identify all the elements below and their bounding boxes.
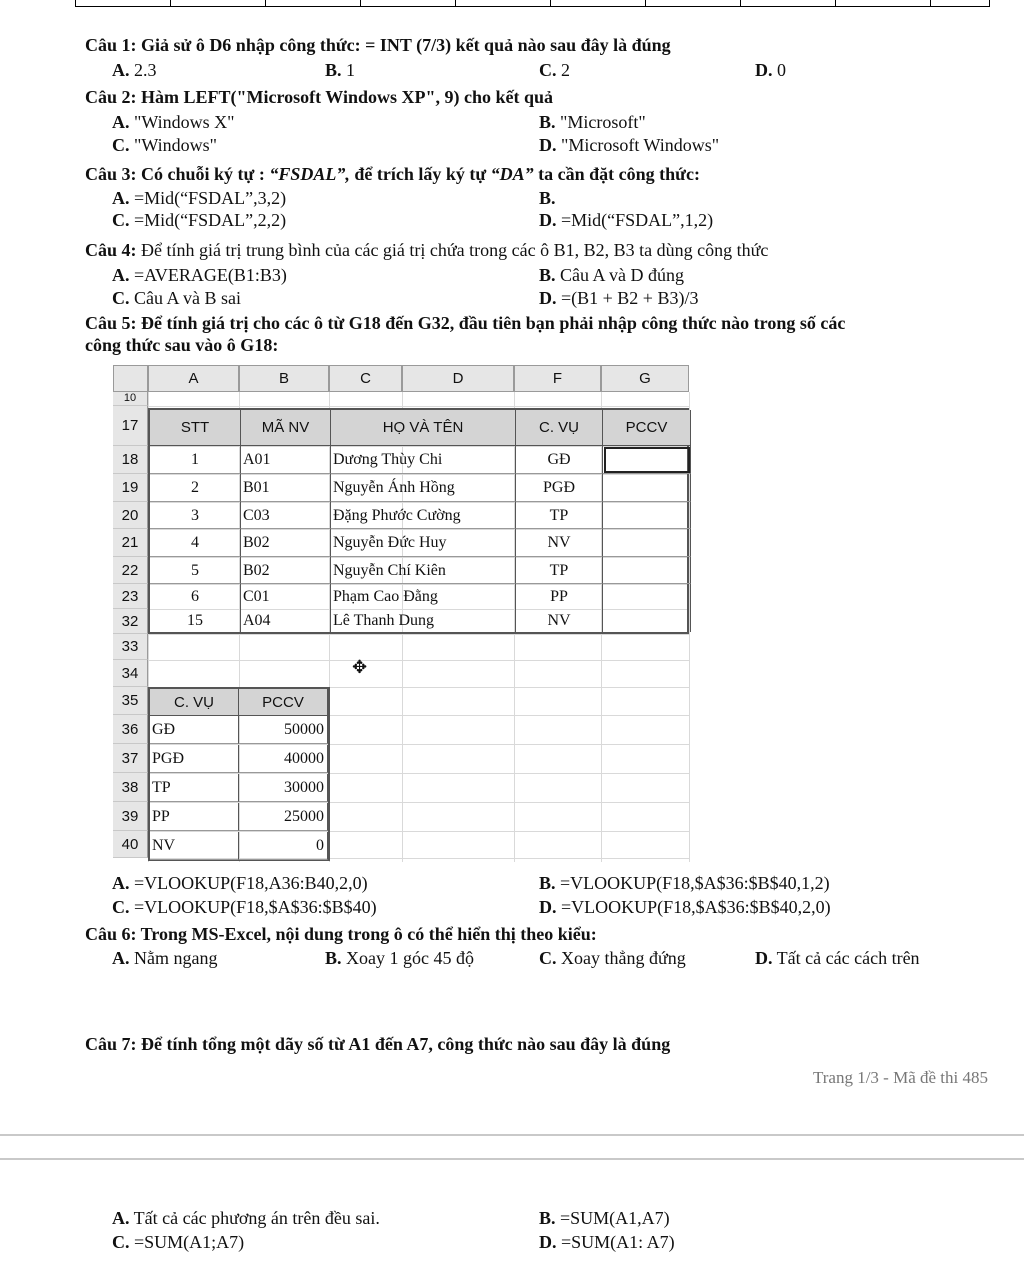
gridline-horizontal: [148, 660, 689, 661]
page-separator-bottom: [0, 1158, 1024, 1160]
column-header-a[interactable]: A: [148, 365, 239, 392]
table-header-1: MÃ NV: [241, 410, 331, 446]
row-header-37[interactable]: 37: [113, 744, 148, 773]
page-footer: Trang 1/3 - Mã đề thi 485: [812, 1068, 988, 1087]
q5-option-c[interactable]: C. =VLOOKUP(F18,$A$36:$B$40): [112, 897, 377, 917]
table-cell[interactable]: Nguyễn Đức Huy: [331, 529, 516, 557]
lookup-cell[interactable]: PP: [150, 803, 239, 831]
table-cell[interactable]: TP: [516, 557, 603, 584]
table-cell[interactable]: TP: [516, 502, 603, 529]
cursor-plus-icon: ✥: [352, 657, 368, 678]
row-header-18[interactable]: 18: [113, 446, 148, 474]
q4-title: Câu 4: Để tính giá trị trung bình của các giá trị chứa trong các ô B1, B2, B3 ta dùng công thức: [85, 240, 769, 260]
table-header-0: STT: [150, 410, 241, 446]
lookup-cell[interactable]: GĐ: [150, 716, 239, 744]
table-cell[interactable]: B02: [241, 557, 331, 584]
row-header-36[interactable]: 36: [113, 715, 148, 744]
q7-option-b[interactable]: B. =SUM(A1,A7): [539, 1208, 670, 1228]
table-cell[interactable]: C03: [241, 502, 331, 529]
column-header-b[interactable]: B: [239, 365, 329, 392]
lookup-header-0: C. VỤ: [150, 689, 239, 716]
top-table-edge: [75, 0, 990, 7]
lookup-cell[interactable]: 0: [239, 832, 328, 860]
q6-option-b[interactable]: B. Xoay 1 góc 45 độ: [325, 948, 474, 968]
table-cell[interactable]: B02: [241, 529, 331, 557]
lookup-cell[interactable]: 30000: [239, 774, 328, 802]
row-header-33[interactable]: 33: [113, 634, 148, 660]
q3-option-c[interactable]: C. =Mid(“FSDAL”,2,2): [112, 210, 287, 230]
row-header-17[interactable]: 17: [113, 406, 148, 446]
table-cell[interactable]: 15: [150, 609, 241, 632]
row-header-34[interactable]: 34: [113, 660, 148, 687]
q5-title-line2: công thức sau vào ô G18:: [85, 335, 279, 355]
lookup-cell[interactable]: 40000: [239, 745, 328, 773]
row-header-20[interactable]: 20: [113, 502, 148, 529]
selected-cell-g18[interactable]: [603, 446, 691, 474]
q1-option-c[interactable]: C. 2: [539, 60, 570, 80]
table-cell[interactable]: 1: [150, 446, 241, 474]
q6-title: Câu 6: Trong MS-Excel, nội dung trong ô có thể hiển thị theo kiểu:: [85, 924, 597, 944]
table-cell[interactable]: 6: [150, 584, 241, 609]
q6-option-a[interactable]: A. Nằm ngang: [112, 948, 218, 968]
lookup-cell[interactable]: NV: [150, 832, 239, 860]
q7-option-a[interactable]: A. Tất cả các phương án trên đều sai.: [112, 1208, 380, 1228]
table-header-2: HỌ VÀ TÊN: [331, 410, 516, 446]
row-header-partial: 10: [113, 392, 148, 406]
row-header-21[interactable]: 21: [113, 529, 148, 557]
row-header-40[interactable]: 40: [113, 831, 148, 858]
lookup-cell[interactable]: TP: [150, 774, 239, 802]
column-header-g[interactable]: G: [601, 365, 689, 392]
table-cell[interactable]: Lê Thanh Dung: [331, 609, 516, 632]
spreadsheet-figure: [113, 365, 691, 865]
table-cell[interactable]: Nguyễn Chí Kiên: [331, 557, 516, 584]
page-separator-top: [0, 1134, 1024, 1136]
q5-option-a[interactable]: A. =VLOOKUP(F18,A36:B40,2,0): [112, 873, 368, 893]
column-header-f[interactable]: F: [514, 365, 601, 392]
q1-option-d[interactable]: D. 0: [755, 60, 786, 80]
table-header-4: PCCV: [603, 410, 691, 446]
table-cell[interactable]: PGĐ: [516, 474, 603, 502]
q5-title-line1: Câu 5: Để tính giá trị cho các ô từ G18 đến G32, đầu tiên bạn phải nhập công thức nào trong số các: [85, 313, 846, 333]
table-cell[interactable]: 2: [150, 474, 241, 502]
table-cell[interactable]: A04: [241, 609, 331, 632]
row-header-22[interactable]: 22: [113, 557, 148, 584]
table-cell[interactable]: C01: [241, 584, 331, 609]
table-cell[interactable]: Nguyễn Ánh Hồng: [331, 474, 516, 502]
table-cell[interactable]: GĐ: [516, 446, 603, 474]
table-cell[interactable]: [603, 529, 691, 557]
column-header-d[interactable]: D: [402, 365, 514, 392]
q3-option-d[interactable]: D. =Mid(“FSDAL”,1,2): [539, 210, 714, 230]
gridline-horizontal: [148, 634, 689, 635]
q7-option-d[interactable]: D. =SUM(A1: A7): [539, 1232, 675, 1252]
table-header-3: C. VỤ: [516, 410, 603, 446]
q4-option-c[interactable]: C. Câu A và B sai: [112, 288, 241, 308]
q6-option-c[interactable]: C. Xoay thẳng đứng: [539, 948, 686, 968]
table-cell[interactable]: [603, 474, 691, 502]
row-header-35[interactable]: 35: [113, 687, 148, 715]
table-cell[interactable]: NV: [516, 609, 603, 632]
table-cell[interactable]: 5: [150, 557, 241, 584]
table-cell[interactable]: B01: [241, 474, 331, 502]
q4-option-b[interactable]: B. Câu A và D đúng: [539, 265, 685, 285]
table-cell[interactable]: [603, 557, 691, 584]
gridline-horizontal: [148, 406, 689, 407]
q1-option-b[interactable]: B. 1: [325, 60, 356, 80]
table-cell[interactable]: 3: [150, 502, 241, 529]
table-cell[interactable]: [603, 584, 691, 609]
q4-option-d[interactable]: D. =(B1 + B2 + B3)/3: [539, 288, 699, 308]
row-header-23[interactable]: 23: [113, 584, 148, 609]
column-header-c[interactable]: C: [329, 365, 402, 392]
row-header-39[interactable]: 39: [113, 802, 148, 831]
q4-option-a[interactable]: A. =AVERAGE(B1:B3): [112, 265, 287, 285]
q1-option-a[interactable]: A. 2.3: [112, 60, 157, 80]
lookup-cell[interactable]: 25000: [239, 803, 328, 831]
q2-title: Câu 2: Hàm LEFT("Microsoft Windows XP", 9) cho kết quả: [85, 87, 554, 107]
q7-title: Câu 7: Để tính tổng một dãy số từ A1 đến A7, công thức nào sau đây là đúng: [85, 1034, 671, 1054]
q3-option-b[interactable]: B.: [539, 188, 556, 208]
row-header-32[interactable]: 32: [113, 609, 148, 634]
q3-option-a[interactable]: A. =Mid(“FSDAL”,3,2): [112, 188, 287, 208]
row-header-19[interactable]: 19: [113, 474, 148, 502]
q7-option-c[interactable]: C. =SUM(A1;A7): [112, 1232, 245, 1252]
table-cell[interactable]: PP: [516, 584, 603, 609]
table-cell[interactable]: 4: [150, 529, 241, 557]
table-cell[interactable]: NV: [516, 529, 603, 557]
corner-cell: [113, 365, 148, 392]
table-cell[interactable]: A01: [241, 446, 331, 474]
q5-option-b[interactable]: B. =VLOOKUP(F18,$A$36:$B$40,1,2): [539, 873, 830, 893]
q6-option-d[interactable]: D. Tất cả các cách trên: [755, 948, 920, 968]
q5-option-d[interactable]: D. =VLOOKUP(F18,$A$36:$B$40,2,0): [539, 897, 831, 917]
table-cell[interactable]: [603, 502, 691, 529]
q2-option-d[interactable]: D. "Microsoft Windows": [539, 135, 720, 155]
lookup-cell[interactable]: 50000: [239, 716, 328, 744]
table-cell[interactable]: Phạm Cao Đằng: [331, 584, 516, 609]
table-cell[interactable]: [603, 609, 691, 632]
table-cell[interactable]: Đặng Phước Cường: [331, 502, 516, 529]
q3-title: Câu 3: Có chuỗi ký tự : “FSDAL”, để trích lấy ký tự “DA” ta cần đặt công thức:: [85, 164, 700, 184]
q2-option-a[interactable]: A. "Windows X": [112, 112, 235, 132]
q2-option-b[interactable]: B. "Microsoft": [539, 112, 646, 132]
lookup-header-1: PCCV: [239, 689, 328, 716]
q1-title: Câu 1: Giả sử ô D6 nhập công thức: = INT (7/3) kết quả nào sau đây là đúng: [85, 35, 671, 55]
q2-option-c[interactable]: C. "Windows": [112, 135, 217, 155]
row-header-38[interactable]: 38: [113, 773, 148, 802]
table-cell[interactable]: Dương Thùy Chi: [331, 446, 516, 474]
lookup-cell[interactable]: PGĐ: [150, 745, 239, 773]
